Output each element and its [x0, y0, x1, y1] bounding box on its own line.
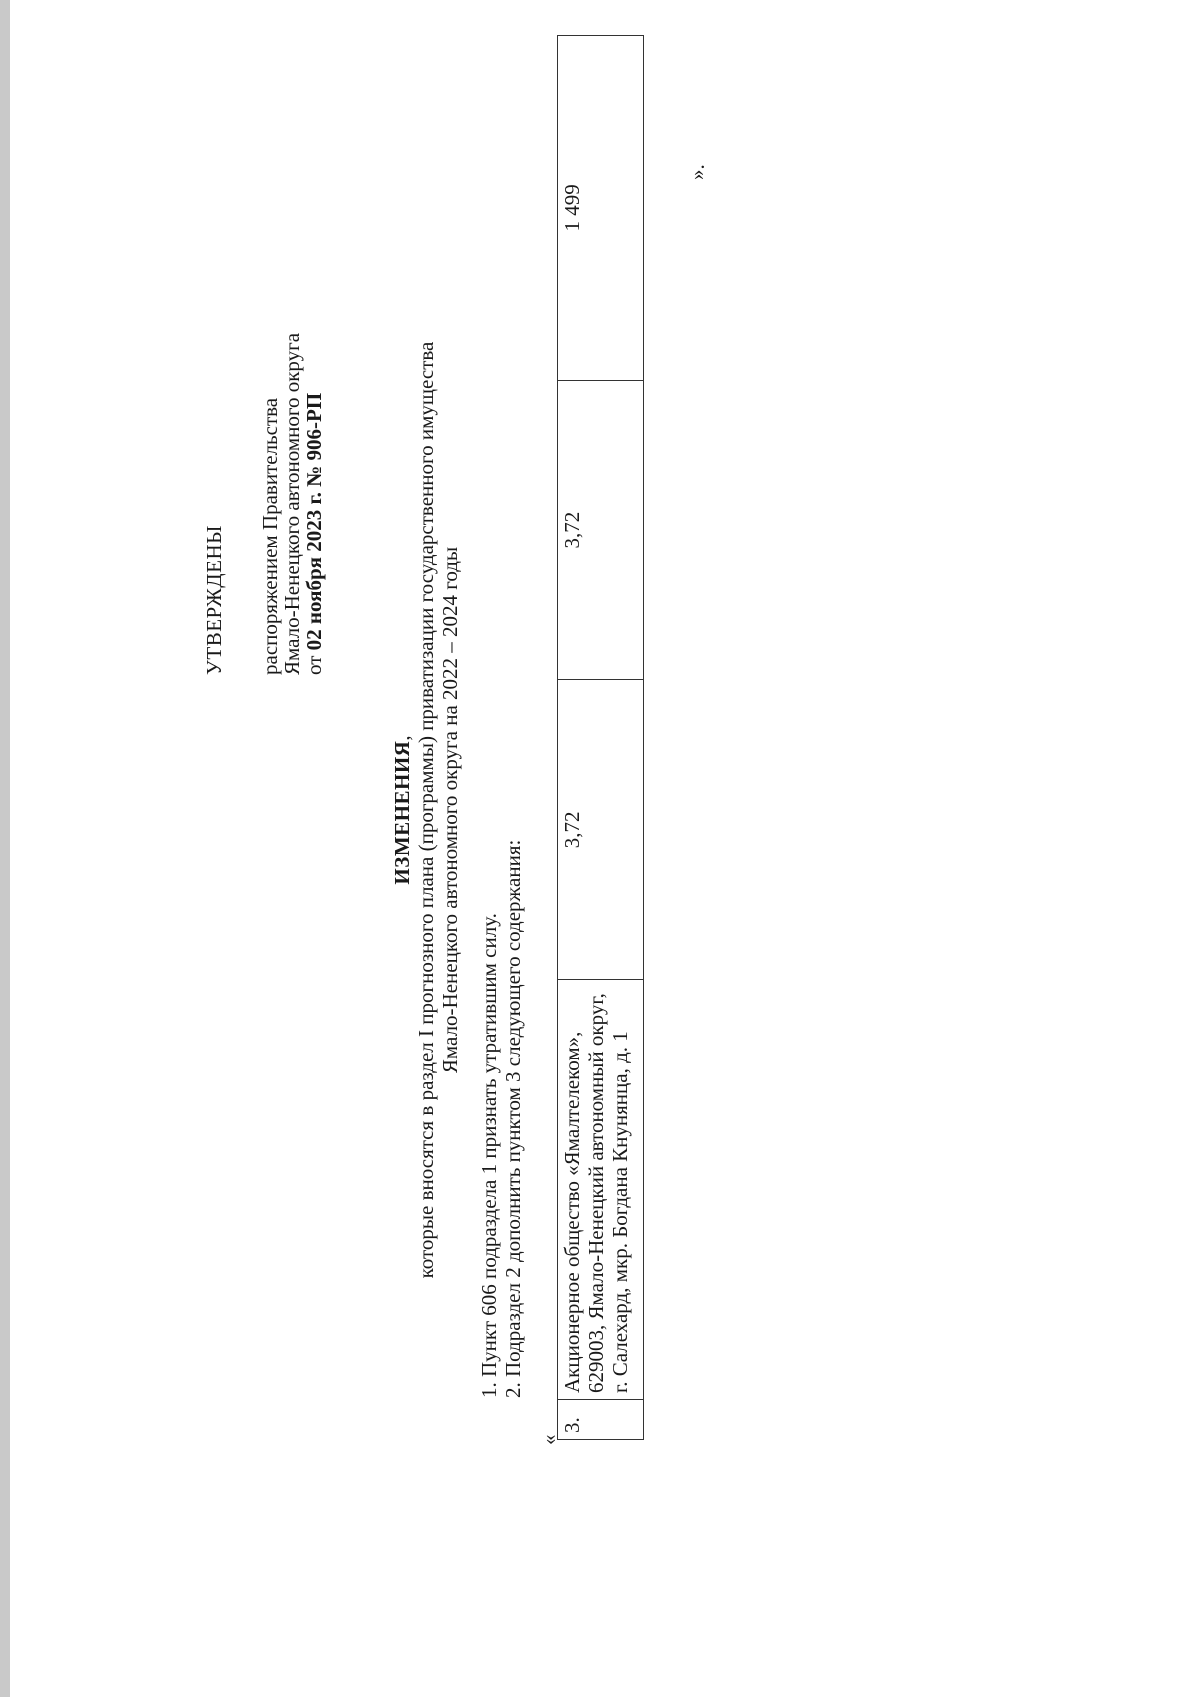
title-comma: , — [390, 735, 414, 741]
document-subtitle-line-2: Ямало-Ненецкого автономного округа на 2022 – 2024 годы — [438, 546, 462, 1074]
closing-quote: ». — [685, 164, 709, 180]
table-cell-value-a: 3,72 — [558, 680, 644, 980]
approval-date-line — [303, 35, 325, 675]
date-prefix: от — [302, 655, 326, 675]
amendment-item: 1. Пункт 606 подраздела 1 признать утратившим силу. — [477, 913, 501, 1398]
opening-quote: « — [537, 1434, 561, 1445]
amendment-items — [477, 98, 525, 1398]
approved-label: УТВЕРЖДЕНЫ — [202, 525, 226, 675]
document-heading — [390, 70, 462, 1550]
amendment-item: 2. Подраздел 2 дополнить пунктом 3 следующего содержания: — [501, 839, 525, 1398]
table-row — [558, 36, 644, 1440]
document-subtitle-line-1: которые вносятся в раздел I прогнозного плана (программы) приватизации государственного имущества — [414, 341, 438, 1279]
organization-name: Акционерное общество «Ямалтелеком», 629003, Ямало-Ненецкий автономный округ, г. Салехард, мкр. Богдана Кнунянца, д. 1 — [558, 980, 644, 1400]
approval-date-number: 02 ноября 2023 г. № 906-РП — [302, 392, 326, 651]
table-cell-value-b: 3,72 — [558, 380, 644, 680]
document-page — [10, 0, 1200, 1697]
amendment-table — [557, 35, 644, 1440]
approval-stamp — [203, 35, 325, 675]
approval-line-2: Ямало-Ненецкого автономного округа — [280, 332, 304, 675]
row-number: 3. — [558, 1400, 644, 1440]
approval-line-1: распоряжением Правительства — [258, 397, 282, 675]
page-content — [185, 30, 885, 1590]
document-title: ИЗМЕНЕНИЯ — [390, 740, 414, 885]
table-cell-value-c: 1 499 — [558, 36, 644, 381]
